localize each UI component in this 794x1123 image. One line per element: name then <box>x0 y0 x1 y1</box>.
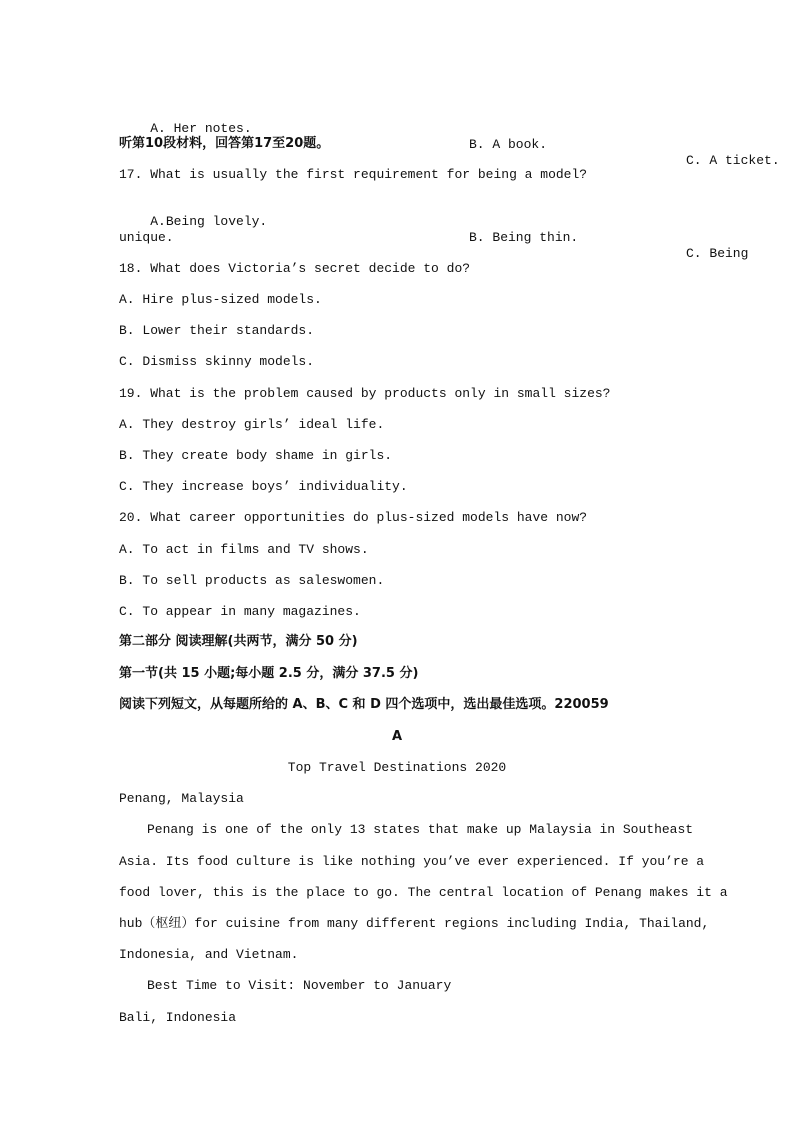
destination-name: Bali, Indonesia <box>119 1010 237 1025</box>
option-c: C. A ticket. <box>686 153 780 168</box>
option-b: B. Lower their standards. <box>119 323 315 338</box>
option-b: B. A book. <box>469 137 548 152</box>
question-text: 20. What career opportunities do plus-sized models have now? <box>119 510 588 525</box>
option-a: A. Hire plus-sized models. <box>119 292 322 307</box>
section-heading-material-10: 听第10段材料，回答第17至20题。 <box>119 136 330 151</box>
option-c: C. Dismiss skinny models. <box>119 354 315 369</box>
question-text: 18. What does Victoria’s secret decide to do? <box>119 261 471 276</box>
paragraph-line: hub（枢纽）for cuisine from many different regions including India, Thailand, <box>119 916 710 931</box>
option-c: C. They increase boys’ individuality. <box>119 479 408 494</box>
option-c: C. To appear in many magazines. <box>119 604 361 619</box>
option-b: B. Being thin. <box>469 230 579 245</box>
option-a: A. They destroy girls’ ideal life. <box>119 417 385 432</box>
paragraph-line: Asia. Its food culture is like nothing you’ve ever experienced. If you’re a <box>119 854 705 869</box>
paragraph-line: Penang is one of the only 13 states that make up Malaysia in Southeast <box>147 822 694 837</box>
option-a: A. Her notes. B. A book. C. A ticket. <box>150 121 780 168</box>
question-text: 17. What is usually the first requirement for being a model? <box>119 167 588 182</box>
option-c: C. Being <box>686 246 749 261</box>
question-text: 19. What is the problem caused by products only in small sizes? <box>119 386 611 401</box>
option-c-continued: unique. <box>119 230 174 245</box>
reading-instructions: 阅读下列短文，从每题所给的 A、B、C 和 D 四个选项中，选出最佳选项。220059 <box>119 697 609 712</box>
paragraph-line: Indonesia, and Vietnam. <box>119 947 299 962</box>
option-b: B. To sell products as saleswomen. <box>119 573 385 588</box>
part-2-heading: 第二部分 阅读理解(共两节，满分 50 分) <box>119 634 358 649</box>
option-a: A. To act in films and TV shows. <box>119 542 369 557</box>
best-time-to-visit: Best Time to Visit: November to January <box>147 978 452 993</box>
destination-name: Penang, Malaysia <box>119 791 244 806</box>
option-b: B. They create body shame in girls. <box>119 448 393 463</box>
passage-title: Top Travel Destinations 2020 <box>287 760 507 775</box>
section-1-heading: 第一节(共 15 小题;每小题 2.5 分，满分 37.5 分) <box>119 666 419 681</box>
option-a: A.Being lovely. <box>150 214 268 229</box>
passage-letter: A <box>391 729 403 744</box>
paragraph-line: food lover, this is the place to go. The central location of Penang makes it a <box>119 885 728 900</box>
